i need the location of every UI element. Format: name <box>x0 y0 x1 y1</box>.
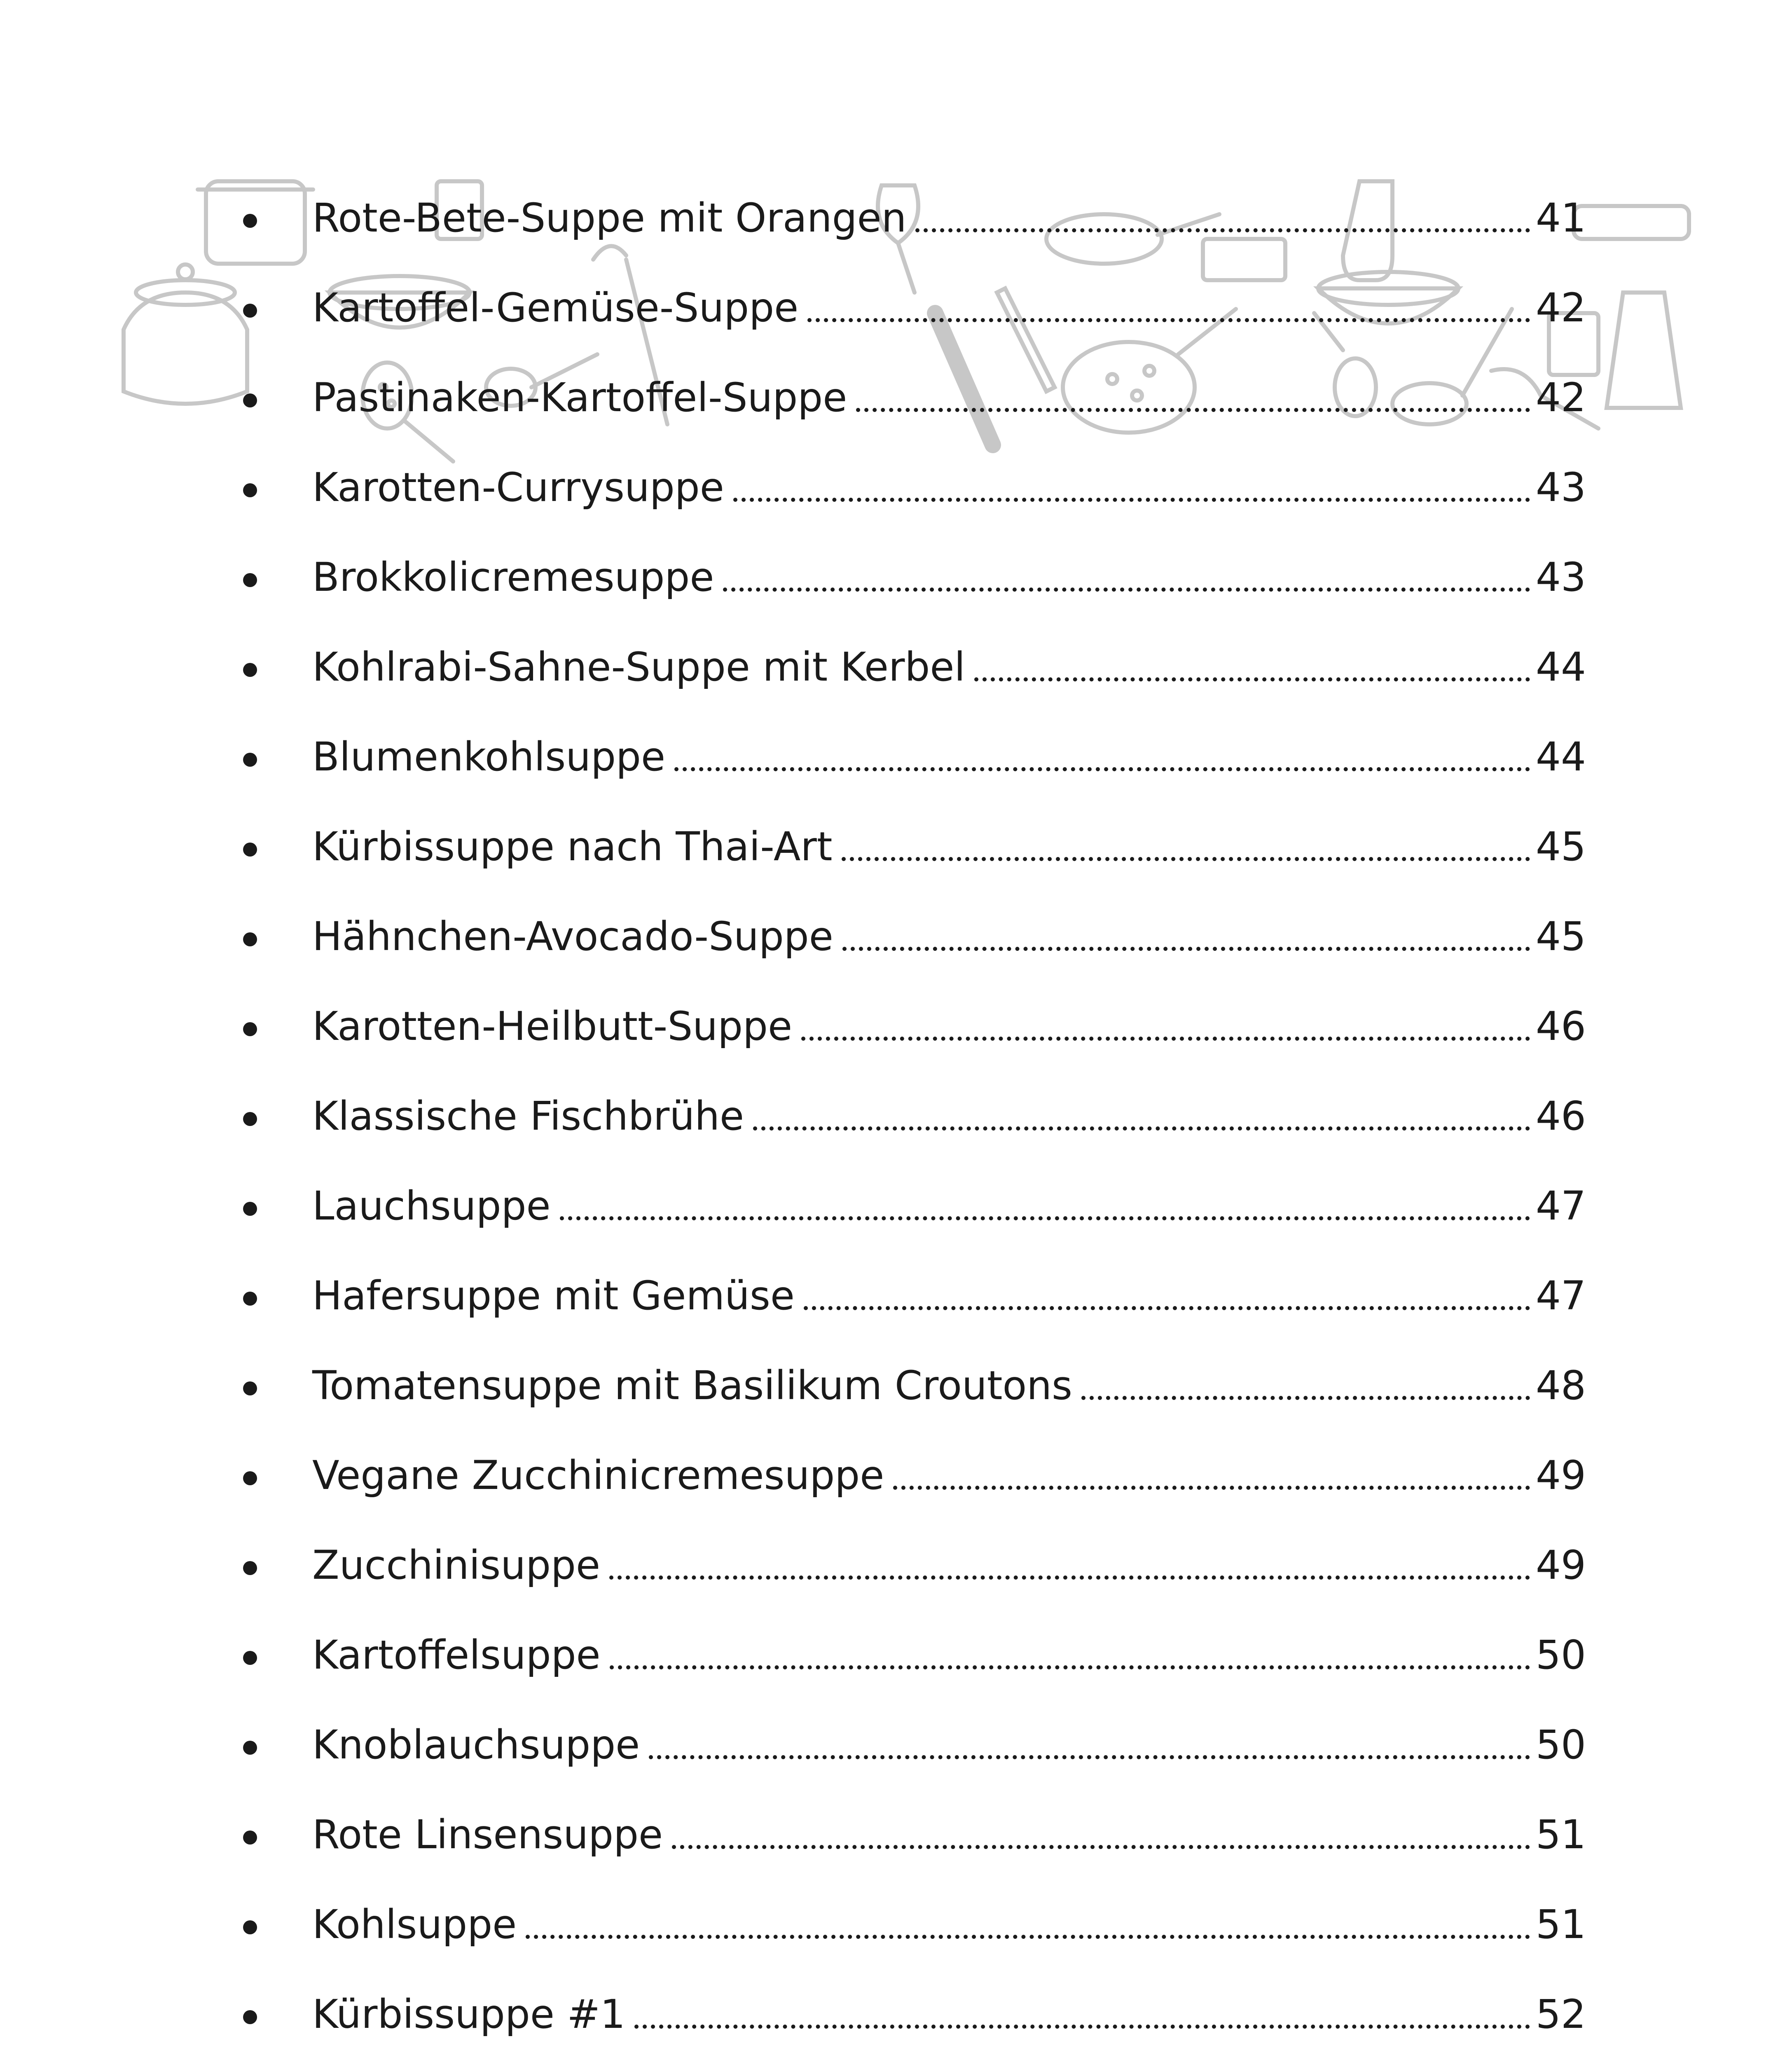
toc-entry[interactable] <box>243 1161 1586 1251</box>
toc-entry-title: Knoblauchsuppe <box>312 1722 640 1768</box>
bullet-icon <box>243 1202 257 1216</box>
toc-entry-page-number: 46 <box>1535 1003 1586 1049</box>
toc-entry-line <box>312 892 1586 981</box>
toc-entry-page-number: 49 <box>1535 1452 1586 1498</box>
toc-entry-page-number: 41 <box>1535 195 1586 241</box>
bullet-icon <box>243 2010 257 2024</box>
dot-leader <box>842 947 1530 951</box>
toc-entry-page-number: 50 <box>1535 1632 1586 1678</box>
toc-entry-title: Blumenkohlsuppe <box>312 734 666 780</box>
bullet-icon <box>243 843 257 857</box>
bullet-icon <box>243 1831 257 1845</box>
bullet-icon <box>243 1741 257 1755</box>
toc-entry-title: Rote Linsensuppe <box>312 1812 663 1858</box>
toc-entry-title: Karotten-Currysuppe <box>312 464 724 510</box>
bullet-icon <box>243 663 257 677</box>
toc-entry-line <box>312 1251 1586 1341</box>
bullet-icon <box>243 1920 257 1934</box>
toc-entry[interactable] <box>243 802 1586 892</box>
toc-entry-page-number: 42 <box>1535 285 1586 331</box>
kitchen-utensils-illustration-bottom <box>99 2052 1697 2060</box>
toc-entry-line <box>312 1610 1586 1700</box>
toc-entry-title: Vegane Zucchinicremesuppe <box>312 1452 884 1498</box>
toc-entry[interactable] <box>243 263 1586 353</box>
bullet-icon <box>243 1292 257 1306</box>
toc-entry-title: Brokkolicremesuppe <box>312 554 714 600</box>
dot-leader <box>733 498 1530 502</box>
toc-entry-title: Karotten-Heilbutt-Suppe <box>312 1003 793 1049</box>
toc-entry[interactable] <box>243 1880 1586 1969</box>
toc-entry[interactable] <box>243 1071 1586 1161</box>
toc-entry[interactable] <box>243 1790 1586 1880</box>
toc-entry-line <box>312 1969 1586 2059</box>
bullet-icon <box>243 573 257 587</box>
toc-entry-line <box>312 981 1586 1071</box>
toc-entry-page-number: 48 <box>1535 1362 1586 1409</box>
toc-entry-line <box>312 1071 1586 1161</box>
toc-entry[interactable] <box>243 173 1586 263</box>
dot-leader <box>560 1216 1530 1220</box>
dot-leader <box>856 408 1530 412</box>
bullet-icon <box>243 1022 257 1036</box>
dot-leader <box>893 1486 1530 1490</box>
dot-leader <box>974 677 1530 681</box>
toc-entry[interactable] <box>243 1341 1586 1430</box>
bullet-icon <box>243 1561 257 1575</box>
table-of-contents <box>243 173 1586 2060</box>
toc-entry-title: Kohlsuppe <box>312 1901 517 1948</box>
toc-entry[interactable] <box>243 353 1586 442</box>
toc-entry-title: Tomatensuppe mit Basilikum Croutons <box>312 1362 1073 1409</box>
toc-entry[interactable] <box>243 1969 1586 2059</box>
dot-leader <box>915 228 1530 232</box>
toc-entry[interactable] <box>243 442 1586 532</box>
toc-entry-page-number: 50 <box>1535 1722 1586 1768</box>
toc-entry[interactable] <box>243 981 1586 1071</box>
toc-entry-title: Klassische Fischbrühe <box>312 1093 744 1139</box>
toc-entry-page-number: 44 <box>1535 734 1586 780</box>
toc-entry-page-number: 43 <box>1535 464 1586 510</box>
toc-entry-line <box>312 1520 1586 1610</box>
toc-entry-line <box>312 353 1586 442</box>
toc-entry-line <box>312 263 1586 353</box>
dot-leader <box>649 1755 1530 1759</box>
toc-entry-page-number: 52 <box>1535 1991 1586 2037</box>
bullet-icon <box>243 214 257 228</box>
toc-entry-title: Hafersuppe mit Gemüse <box>312 1273 795 1319</box>
toc-entry-title: Kürbissuppe #1 <box>312 1991 625 2037</box>
bullet-icon <box>243 304 257 318</box>
toc-entry-line <box>312 712 1586 802</box>
toc-entry-line <box>312 1341 1586 1430</box>
toc-entry-title: Kartoffelsuppe <box>312 1632 601 1678</box>
toc-entry-line <box>312 1700 1586 1790</box>
toc-entry-page-number: 45 <box>1535 824 1586 870</box>
bullet-icon <box>243 753 257 767</box>
toc-entry[interactable] <box>243 892 1586 981</box>
dot-leader <box>610 1665 1530 1669</box>
toc-entry-page-number: 47 <box>1535 1273 1586 1319</box>
toc-entry-title: Zucchinisuppe <box>312 1542 600 1588</box>
toc-entry-line <box>312 1880 1586 1969</box>
toc-entry-page-number: 49 <box>1535 1542 1586 1588</box>
dot-leader <box>1081 1396 1530 1400</box>
toc-entry-title: Lauchsuppe <box>312 1183 551 1229</box>
toc-entry-page-number: 51 <box>1535 1812 1586 1858</box>
toc-entry-page-number: 43 <box>1535 554 1586 600</box>
bullet-icon <box>243 393 257 407</box>
dot-leader <box>672 1845 1530 1849</box>
dot-leader <box>674 767 1530 771</box>
toc-entry[interactable] <box>243 1700 1586 1790</box>
toc-entry-line <box>312 173 1586 263</box>
toc-entry-line <box>312 1430 1586 1520</box>
bullet-icon <box>243 1471 257 1485</box>
toc-entry[interactable] <box>243 532 1586 622</box>
toc-entry-title: Pastinaken-Kartoffel-Suppe <box>312 375 847 421</box>
dot-leader <box>609 1575 1530 1580</box>
toc-entry-page-number: 46 <box>1535 1093 1586 1139</box>
toc-entry[interactable] <box>243 622 1586 712</box>
toc-entry-page-number: 45 <box>1535 913 1586 960</box>
dot-leader <box>842 857 1530 861</box>
dot-leader <box>804 1306 1530 1310</box>
bullet-icon <box>243 932 257 946</box>
toc-entry-line <box>312 1790 1586 1880</box>
toc-entry-title: Hähnchen-Avocado-Suppe <box>312 913 833 960</box>
bullet-icon <box>243 483 257 497</box>
toc-entry[interactable] <box>243 1610 1586 1700</box>
toc-entry-title: Kartoffel-Gemüse-Suppe <box>312 285 799 331</box>
bullet-icon <box>243 1112 257 1126</box>
dot-leader <box>753 1126 1530 1131</box>
dot-leader <box>801 1037 1530 1041</box>
dot-leader <box>807 318 1530 322</box>
toc-entry-title: Rote-Bete-Suppe mit Orangen <box>312 195 907 241</box>
toc-entry[interactable] <box>243 1251 1586 1341</box>
toc-entry-line <box>312 622 1586 712</box>
toc-entry-line <box>312 1161 1586 1251</box>
toc-entry[interactable] <box>243 1520 1586 1610</box>
toc-entry-line <box>312 802 1586 892</box>
toc-entry-page-number: 42 <box>1535 375 1586 421</box>
toc-entry-line <box>312 442 1586 532</box>
toc-entry-page-number: 47 <box>1535 1183 1586 1229</box>
toc-entry-title: Kürbissuppe nach Thai-Art <box>312 824 833 870</box>
toc-entry-line <box>312 532 1586 622</box>
toc-entry-title: Kohlrabi-Sahne-Suppe mit Kerbel <box>312 644 966 690</box>
bullet-icon <box>243 1651 257 1665</box>
dot-leader <box>723 588 1530 592</box>
toc-entry[interactable] <box>243 1430 1586 1520</box>
toc-entry-page-number: 51 <box>1535 1901 1586 1948</box>
bullet-icon <box>243 1381 257 1395</box>
dot-leader <box>634 2025 1530 2029</box>
toc-entry-page-number: 44 <box>1535 644 1586 690</box>
toc-entry[interactable] <box>243 712 1586 802</box>
dot-leader <box>526 1935 1530 1939</box>
